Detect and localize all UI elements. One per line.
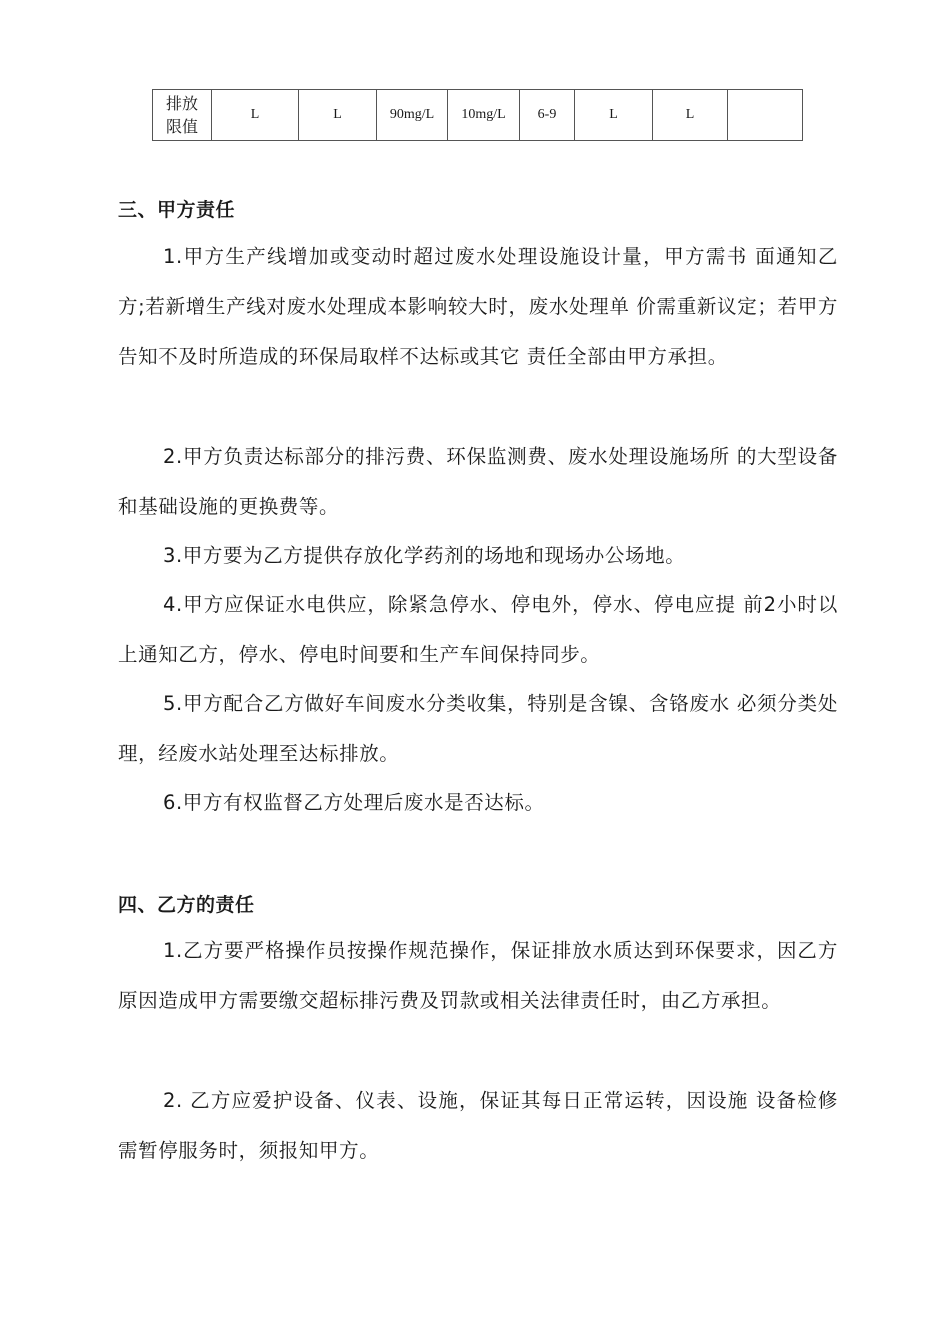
section-heading: 四、乙方的责任 <box>118 894 255 916</box>
paragraph: 4.甲方应保证水电供应，除紧急停水、停电外，停水、停电应提 前2小时以上通知乙方，停水、停电时间要和生产车间保持同步。 <box>118 593 838 666</box>
paragraph: 5.甲方配合乙方做好车间废水分类收集，特别是含镍、含铬废水 必须分类处理，经废水站处理至达标排放。 <box>118 692 838 765</box>
discharge-limits-table <box>152 89 803 141</box>
paragraph: 1.甲方生产线增加或变动时超过废水处理设施设计量，甲方需书 面通知乙方;若新增生产线对废水处理成本影响较大时，废水处理单 价需重新议定；若甲方告知不及时所造成的环保局取样不达标或其它 责任全部由甲方承担。 <box>118 245 838 368</box>
paragraph: 1.乙方要严格操作员按操作规范操作，保证排放水质达到环保要求，因乙方原因造成甲方需要缴交超标排污费及罚款或相关法律责任时，由乙方承担。 <box>118 939 838 1012</box>
table-row <box>153 90 803 141</box>
table-cell: 6-9 <box>520 90 575 141</box>
paragraph: 6.甲方有权监督乙方处理后废水是否达标。 <box>163 791 545 814</box>
paragraph: 2. 乙方应爱护设备、仪表、设施，保证其每日正常运转，因设施 设备检修需暂停服务时，须报知甲方。 <box>118 1089 838 1162</box>
row-label-cell <box>153 90 212 141</box>
table-cell: L <box>575 90 653 141</box>
row-label-line: 排放 <box>165 94 198 113</box>
section-heading: 三、甲方责任 <box>118 199 236 221</box>
table-cell: L <box>212 90 299 141</box>
table-cell: L <box>299 90 377 141</box>
paragraph: 2.甲方负责达标部分的排污费、环保监测费、废水处理设施场所 的大型设备和基础设施的更换费等。 <box>118 445 838 518</box>
paragraph: 3.甲方要为乙方提供存放化学药剂的场地和现场办公场地。 <box>163 544 686 567</box>
table-cell: 90mg/L <box>377 90 448 141</box>
row-label-line: 限值 <box>165 117 198 136</box>
table-cell <box>728 90 803 141</box>
table-cell: L <box>653 90 728 141</box>
table-cell: 10mg/L <box>448 90 520 141</box>
